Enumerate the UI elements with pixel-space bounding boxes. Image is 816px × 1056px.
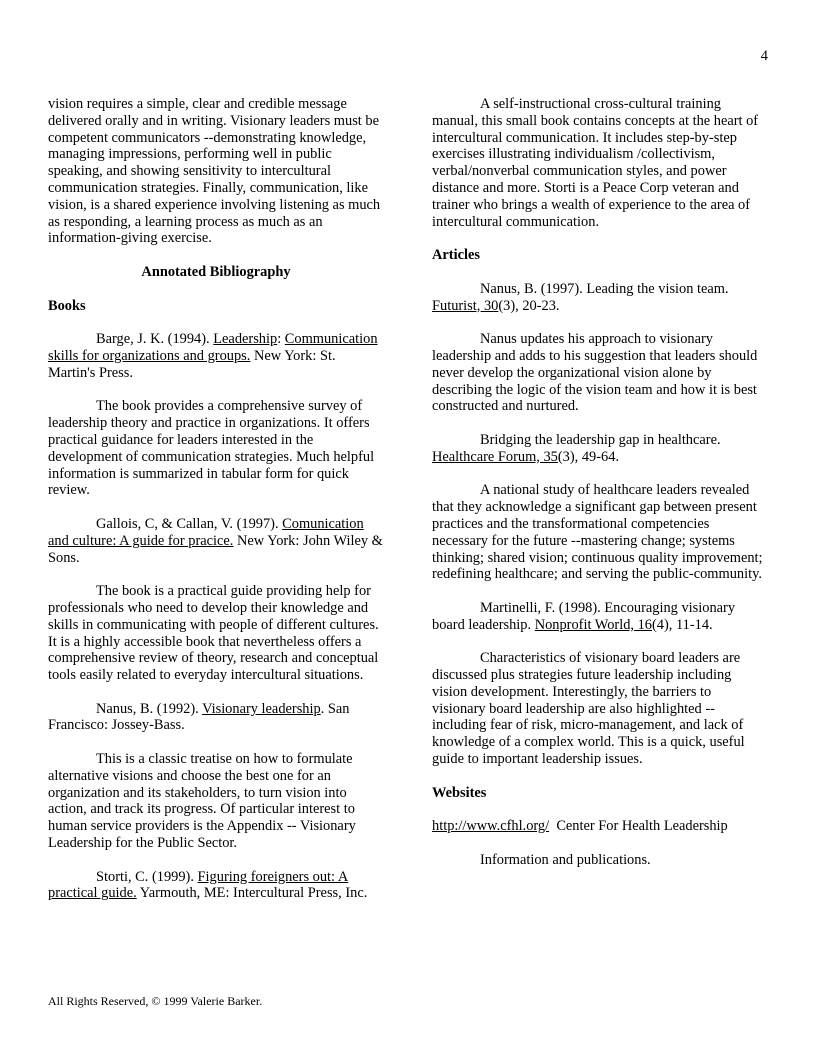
citation-nanus-1997 — [432, 281, 768, 315]
section-title: Annotated Bibliography — [141, 263, 291, 280]
annotation-nanus-1997: Nanus updates his approach to visionary leadership and adds to his suggestion that leaders should never develop the organizational vision alone by describing the logic of the vision team and how it is best constructed and nurtured. — [432, 331, 758, 415]
citation-title: Comunication and culture: A guide for pracice. — [48, 515, 364, 549]
intro-paragraph: vision requires a simple, clear and credible message delivered orally and in writing. Visionary leaders must be competent communicators --demonstrating knowledge, managing impressions, performing well in public speaking, and showing sensitivity to intercultural communication strategies. Finally, communication, like vision, is a shared experience involving listening as much as responding, a learning process as much as an information-giving exercise. — [48, 96, 381, 247]
citation-author: Martinelli, F. (1998). Encouraging visionary board leadership. — [432, 599, 736, 633]
websites-heading: Websites — [432, 784, 487, 801]
annotation-martinelli: Characteristics of visionary board leaders are discussed plus strategies future leadership including vision development. Interestingly, the barriers to visionary board leadership are also highlighted -- including fear of risk, micro-management, and lack of knowledge of a complex world. This is a quick, useful guide to important leadership issues. — [432, 650, 745, 768]
citation-nanus-1992 — [48, 701, 384, 735]
citation-journal: Futurist, 30 — [432, 297, 499, 314]
left-column — [48, 96, 384, 919]
citation-martinelli — [432, 600, 768, 634]
annotation-nanus-1992: This is a classic treatise on how to formulate alternative visions and choose the best one for an organization and its stakeholders, to turn vision into action, and track its progress. Of particular interest to human service providers is the Appendix -- Visionary Leadership for the Public Sector. — [48, 751, 356, 852]
footer-copyright: All Rights Reserved, © 1999 Valerie Barker. — [48, 994, 263, 1008]
citation-publisher: . San Francisco: Jossey-Bass. — [48, 700, 350, 734]
books-heading: Books — [48, 297, 86, 314]
citation-title: Visionary leadership — [202, 700, 321, 717]
citation-title: Figuring foreigners out: A practical guide. — [48, 868, 349, 902]
citation-issue: (4), 11-14. — [652, 616, 713, 633]
citation-storti — [48, 869, 384, 903]
citation-author: Nanus, B. (1992). — [96, 700, 203, 717]
citation-issue: (3), 49-64. — [557, 448, 620, 465]
website-link[interactable]: http://www.cfhl.org/ — [432, 818, 550, 835]
citation-author: Barge, J. K. (1994). — [96, 331, 214, 348]
citation-journal: Nonprofit World, 16 — [534, 616, 652, 633]
citation-title: Communication skills for organizations and groups. — [48, 331, 378, 364]
citation-title: Leadership — [213, 331, 278, 348]
citation-gallois — [48, 516, 384, 566]
citation-separator: : — [277, 331, 285, 348]
citation-author: Gallois, C, & Callan, V. (1997). — [96, 515, 283, 532]
annotation-gallois: The book is a practical guide providing help for professionals who need to develop their knowledge and skills in communicating with people of different cultures. It is a highly accessible book that nevertheless offers a comprehensive review of theory, research and conceptual tools easily related to everyday intercultural situations. — [48, 583, 379, 684]
articles-heading: Articles — [432, 247, 480, 264]
citation-publisher: New York: John Wiley & Sons. — [48, 532, 383, 566]
citation-issue: (3), 20-23. — [498, 297, 560, 314]
website-annotation: Information and publications. — [480, 851, 651, 868]
citation-author: Nanus, B. (1997). Leading the vision team. — [480, 280, 729, 297]
annotation-bridging: A national study of healthcare leaders revealed that they acknowledge a significant gap between present practices and the transformational competencies necessary for the future --mastering change; systems thinking; shared vision; continuous quality improvement; redefining healthcare; and serving the public-community. — [432, 482, 763, 583]
page-number: 4 — [760, 48, 768, 64]
citation-journal: Healthcare Forum, 35 — [432, 448, 558, 465]
annotation-storti: A self-instructional cross-cultural training manual, this small book contains concepts at the heart of intercultural communication. It includes step-by-step exercises illustrating individualism /collectivism, verbal/nonverbal communication styles, and power distance and more. Storti is a Peace Corp veteran and trainer who brings a wealth of experience to the area of intercultural communication. — [432, 96, 759, 230]
right-column — [432, 96, 768, 885]
website-label: Center For Health Leadership — [549, 818, 728, 835]
citation-barge — [48, 331, 384, 381]
citation-publisher: New York: St. Martin's Press. — [48, 347, 336, 381]
annotation-barge: The book provides a comprehensive survey of leadership theory and practice in organizations. It offers practical guidance for leaders interested in the development of communication strategies. Much helpful information is summarized in tabular form for quick review. — [48, 398, 375, 499]
website-entry — [432, 818, 768, 835]
citation-publisher: Yarmouth, ME: Intercultural Press, Inc. — [136, 885, 368, 902]
citation-bridging — [432, 432, 768, 466]
citation-author: Storti, C. (1999). — [96, 868, 198, 885]
citation-author: Bridging the leadership gap in healthcare. — [480, 431, 721, 448]
